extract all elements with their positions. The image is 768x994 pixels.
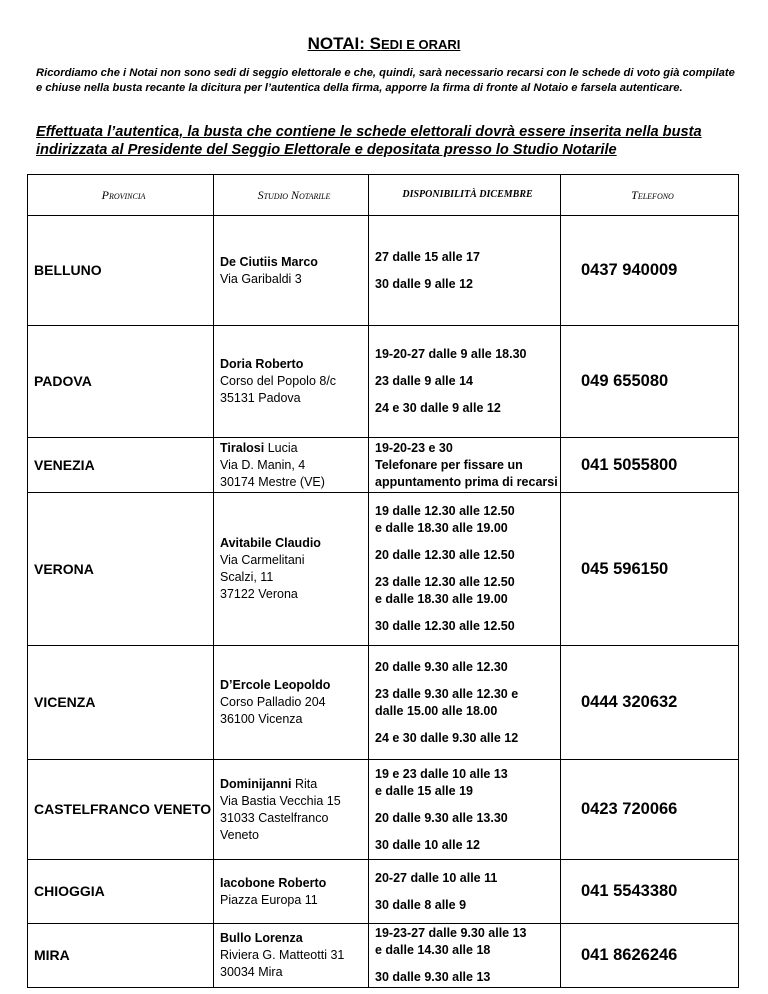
disponibilita-line: 24 e 30 dalle 9 alle 12 xyxy=(375,401,501,415)
telefono-cell: 0423 720066 xyxy=(561,760,739,860)
disponibilita-cell xyxy=(369,438,561,493)
table-row xyxy=(28,493,739,646)
studio-address-line: Via D. Manin, 4 xyxy=(220,457,306,472)
studio-address-line: Veneto xyxy=(220,827,259,842)
telefono-cell: 049 655080 xyxy=(561,326,739,438)
table-row xyxy=(28,924,739,988)
studio-cell xyxy=(214,924,369,988)
provincia-cell: CASTELFRANCO VENETO xyxy=(28,760,214,860)
disponibilita-line: e dalle 18.30 alle 19.00 xyxy=(375,592,508,606)
telefono-cell: 041 8626246 xyxy=(561,924,739,988)
studio-address-line: 36100 Vicenza xyxy=(220,712,303,726)
studio-address-line: 30034 Mira xyxy=(220,965,283,979)
disponibilita-line: Telefonare per fissare un xyxy=(375,457,523,472)
disponibilita-line: e dalle 18.30 alle 19.00 xyxy=(375,521,508,535)
disponibilita-line: 19-20-23 e 30 xyxy=(375,440,453,455)
page-title: NOTAI: SEDI E ORARI xyxy=(307,34,461,53)
disponibilita-line: 20 dalle 12.30 alle 12.50 xyxy=(375,548,515,562)
table-row xyxy=(28,760,739,860)
studio-name: Avitabile Claudio xyxy=(220,536,321,550)
studio-address-line: Piazza Europa 11 xyxy=(220,892,318,907)
emphasis-text: Effettuata l’autentica, la busta che contiene le schede elettorali dovrà essere inserita nella busta indirizzata al Presidente del Seggio Elettorale e depositata presso lo Studio Notarile xyxy=(36,124,702,158)
table-row xyxy=(28,646,739,760)
col-header-provincia: Provincia xyxy=(28,175,214,216)
disponibilita-cell xyxy=(369,326,561,438)
notai-table xyxy=(27,174,739,988)
disponibilita-cell xyxy=(369,760,561,860)
studio-address-line: Corso del Popolo 8/c xyxy=(220,374,337,388)
studio-name: Iacobone Roberto xyxy=(220,875,327,890)
studio-name: Bullo Lorenza xyxy=(220,931,303,945)
studio-address-line: 35131 Padova xyxy=(220,391,301,405)
table-row xyxy=(28,326,739,438)
provincia-cell: BELLUNO xyxy=(28,216,214,326)
table-row xyxy=(28,860,739,924)
studio-cell xyxy=(214,438,369,493)
studio-name: D’Ercole Leopoldo xyxy=(220,678,331,692)
disponibilita-line: e dalle 14.30 alle 18 xyxy=(375,943,491,957)
studio-name-extra: Lucia xyxy=(264,440,298,455)
disponibilita-line: appuntamento prima di recarsi xyxy=(375,474,558,489)
col-header-disponibilita: DISPONIBILITÀ DICEMBRE xyxy=(369,175,561,216)
disponibilita-cell xyxy=(369,924,561,988)
disponibilita-cell xyxy=(369,860,561,924)
disponibilita-line: 19 dalle 12.30 alle 12.50 xyxy=(375,504,515,518)
telefono-cell: 0444 320632 xyxy=(561,646,739,760)
telefono-cell: 041 5543380 xyxy=(561,860,739,924)
disponibilita-line: 19-23-27 dalle 9.30 alle 13 xyxy=(375,926,527,940)
table-row xyxy=(28,438,739,493)
studio-address-line: Riviera G. Matteotti 31 xyxy=(220,948,345,962)
disponibilita-line: 20 dalle 9.30 alle 12.30 xyxy=(375,659,508,674)
studio-address-line: Via Carmelitani xyxy=(220,553,305,567)
studio-address-line: 37122 Verona xyxy=(220,587,298,601)
studio-name-extra: Rita xyxy=(291,776,318,791)
disponibilita-line: 23 dalle 12.30 alle 12.50 xyxy=(375,575,515,589)
studio-address-line: Via Bastia Vecchia 15 xyxy=(220,793,341,808)
provincia-cell: MIRA xyxy=(28,924,214,988)
studio-address-line: Via Garibaldi 3 xyxy=(220,271,302,286)
disponibilita-line: 23 dalle 9.30 alle 12.30 e xyxy=(375,686,519,701)
disponibilita-line: 30 dalle 9.30 alle 13 xyxy=(375,970,491,984)
table-row xyxy=(28,216,739,326)
disponibilita-line: e dalle 15 alle 19 xyxy=(375,783,473,798)
provincia-cell: VENEZIA xyxy=(28,438,214,493)
studio-cell xyxy=(214,326,369,438)
studio-name: Dominijanni xyxy=(220,776,292,791)
disponibilita-cell xyxy=(369,493,561,646)
telefono-cell: 0437 940009 xyxy=(561,216,739,326)
studio-address-line: Scalzi, 11 xyxy=(220,570,274,584)
studio-name: Tiralosi xyxy=(220,440,265,455)
col-header-studio: Studio Notarile xyxy=(214,175,369,216)
studio-name: De Ciutiis Marco xyxy=(220,254,318,269)
disponibilita-line: 30 dalle 9 alle 12 xyxy=(375,276,473,291)
disponibilita-cell xyxy=(369,216,561,326)
disponibilita-line: 27 dalle 15 alle 17 xyxy=(375,249,480,264)
provincia-cell: VERONA xyxy=(28,493,214,646)
disponibilita-line: 19 e 23 dalle 10 alle 13 xyxy=(375,766,508,781)
disponibilita-line: 20-27 dalle 10 alle 11 xyxy=(375,870,498,885)
disponibilita-line: 23 dalle 9 alle 14 xyxy=(375,374,473,388)
col-header-telefono: Telefono xyxy=(561,175,739,216)
studio-address-line: 31033 Castelfranco xyxy=(220,810,329,825)
disponibilita-cell xyxy=(369,646,561,760)
studio-address-line: 30174 Mestre (VE) xyxy=(220,474,325,489)
disponibilita-line: dalle 15.00 alle 18.00 xyxy=(375,703,498,718)
disponibilita-line: 20 dalle 9.30 alle 13.30 xyxy=(375,810,508,825)
studio-cell xyxy=(214,860,369,924)
intro-text: Ricordiamo che i Notai non sono sedi di seggio elettorale e che, quindi, sarà necessario recarsi con le schede di voto già compilate e chiuse nella busta recante la dicitura per l’autentica della firma, apporre la firma di fronte al Notaio e farsela autenticare. xyxy=(36,67,735,94)
provincia-cell: VICENZA xyxy=(28,646,214,760)
studio-cell xyxy=(214,216,369,326)
provincia-cell: PADOVA xyxy=(28,326,214,438)
disponibilita-line: 30 dalle 10 alle 12 xyxy=(375,837,480,852)
studio-cell xyxy=(214,493,369,646)
provincia-cell: CHIOGGIA xyxy=(28,860,214,924)
studio-name: Doria Roberto xyxy=(220,357,304,371)
studio-cell xyxy=(214,646,369,760)
disponibilita-line: 30 dalle 8 alle 9 xyxy=(375,897,467,912)
disponibilita-line: 19-20-27 dalle 9 alle 18.30 xyxy=(375,347,527,361)
disponibilita-line: 24 e 30 dalle 9.30 alle 12 xyxy=(375,730,519,745)
studio-address-line: Corso Palladio 204 xyxy=(220,695,326,709)
telefono-cell: 041 5055800 xyxy=(561,438,739,493)
table-header-row xyxy=(28,175,739,216)
telefono-cell: 045 596150 xyxy=(561,493,739,646)
disponibilita-line: 30 dalle 12.30 alle 12.50 xyxy=(375,619,515,633)
studio-cell xyxy=(214,760,369,860)
